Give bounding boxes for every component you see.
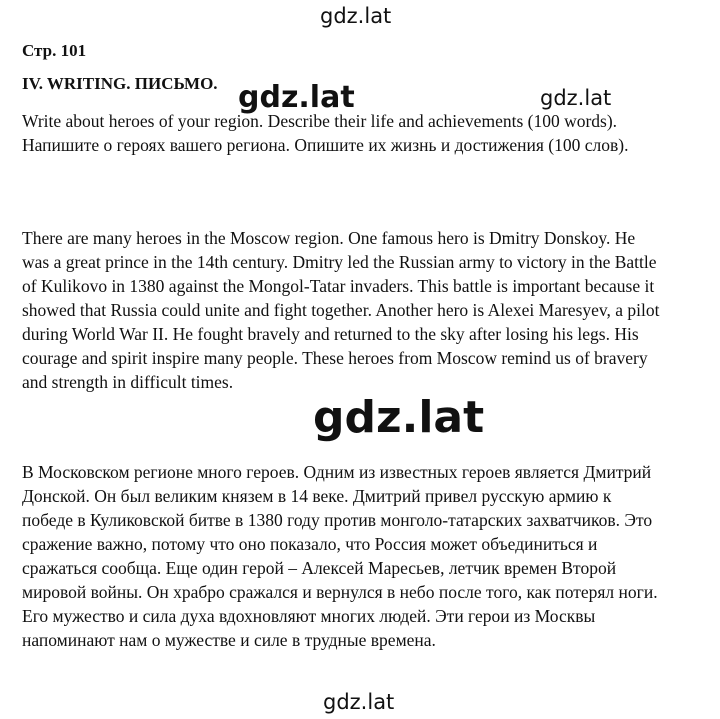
answer-english: There are many heroes in the Moscow region. One famous hero is Dmitry Donskoy. He was a great prince in the 14th century. Dmitry led the Russian army to victory in the Battle of Kulikovo in 1380 against the Mongol-Tatar invaders. This battle is important because it showed that Russia could unite and fight together. Another hero is Alexei Maresyev, a pilot during World War II. He fought bravely and returned to the sky after losing his legs. His courage and spirit inspire many people. These heroes from Moscow remind us of bravery and strength in difficult times. <box>22 228 660 392</box>
watermark-header-right: gdz.lat <box>540 86 612 110</box>
watermark-header-left: gdz.lat <box>238 80 355 115</box>
section-heading: IV. WRITING. ПИСЬМО. <box>22 74 218 93</box>
watermark-bottom: gdz.lat <box>323 690 395 714</box>
page-number: Стр. 101 <box>22 41 87 60</box>
task-text: Write about heroes of your region. Describe their life and achievements (100 words). Напишите о героях вашего региона. Опишите их жизнь и достижения (100 слов). <box>22 111 629 155</box>
watermark-center: gdz.lat <box>313 392 485 443</box>
watermark-top: gdz.lat <box>320 4 392 28</box>
answer-russian: В Московском регионе много героев. Одним из известных героев является Дмитрий Донской. Он был великим князем в 14 веке. Дмитрий привел русскую армию к победе в Куликовской битве в 1380 году против монголо-татарских захватчиков. Это сражение важно, потому что оно показало, что Россия может объединиться и сражаться сообща. Еще один герой – Алексей Маресьев, летчик времен Второй мировой войны. Он храбро сражался и вернулся в небо после того, как потерял ноги. Его мужество и сила духа вдохновляют многих людей. Эти герои из Москвы напоминают нам о мужестве и силе в трудные времена. <box>22 462 658 650</box>
